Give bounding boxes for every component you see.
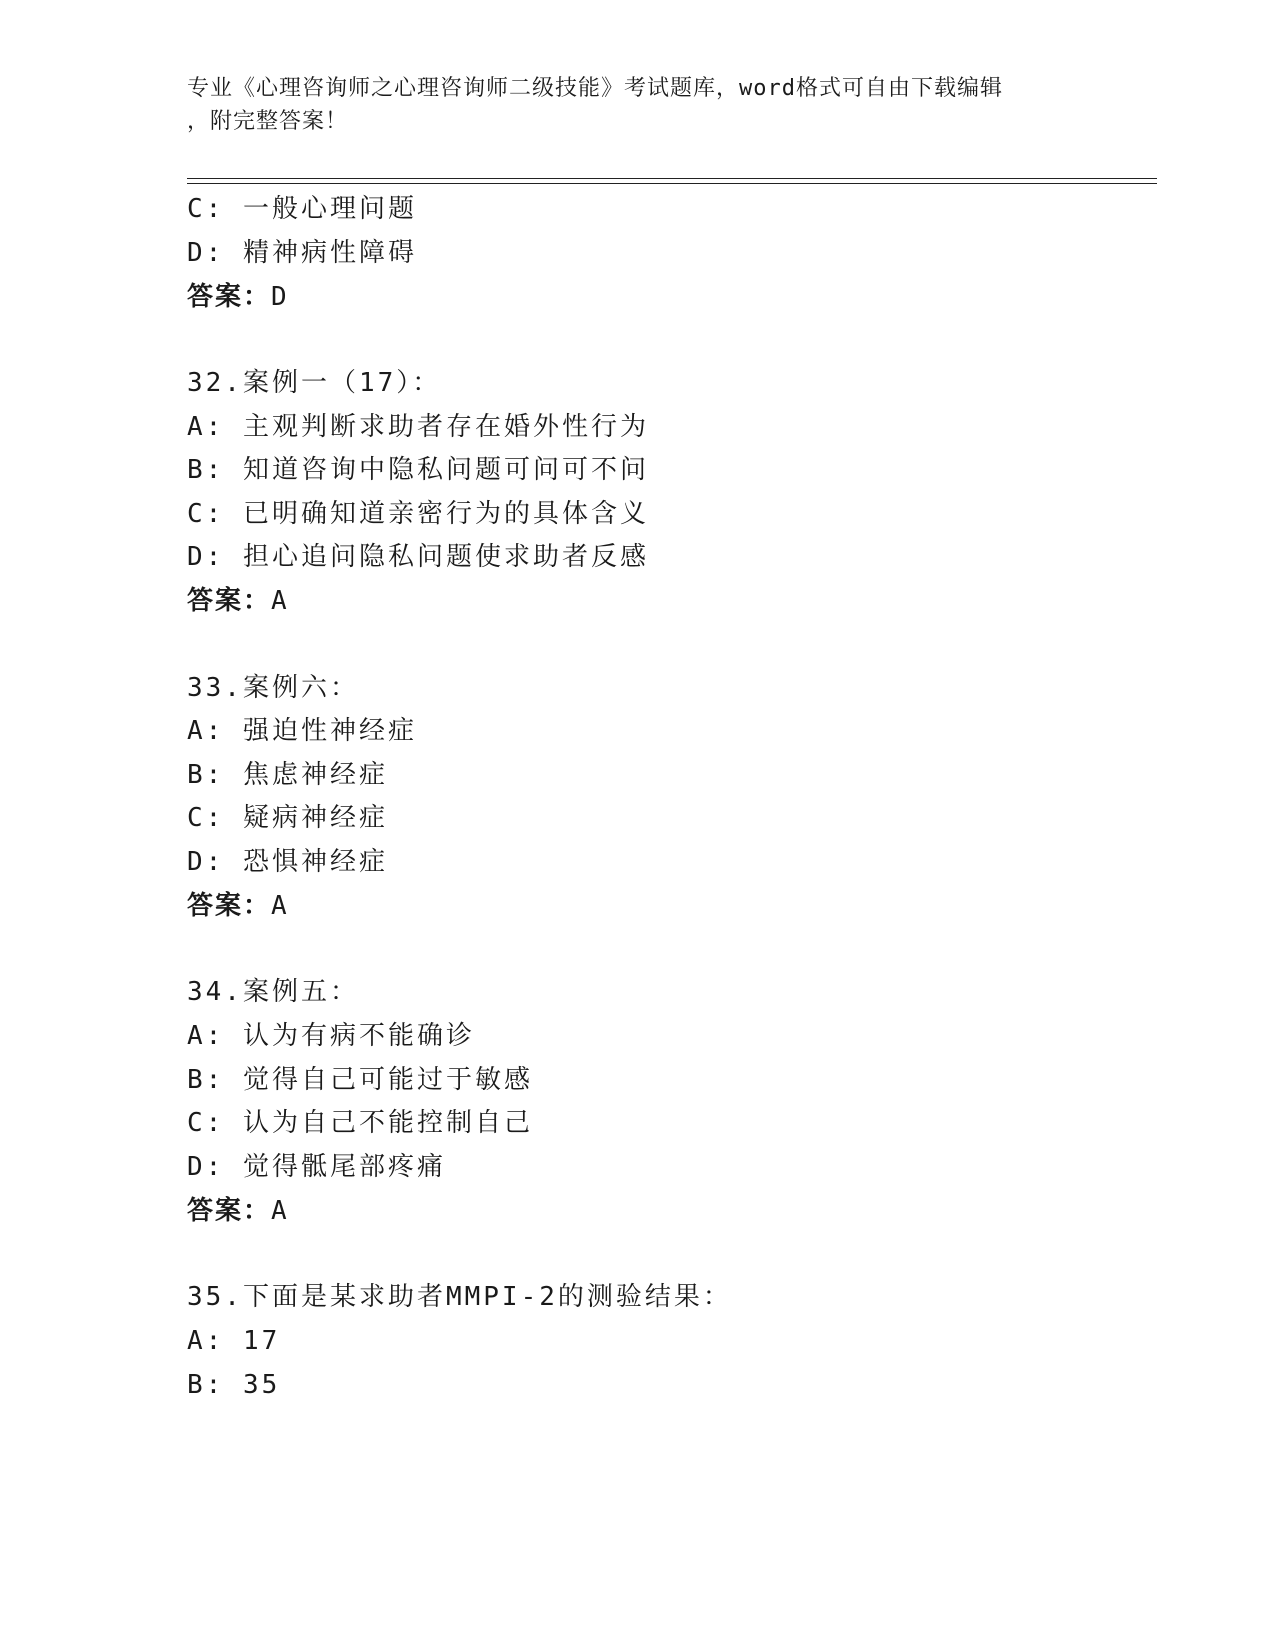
question-title: 35.下面是某求助者MMPI-2的测验结果： [187, 1282, 732, 1312]
question-option: B: 焦虑神经症 [187, 760, 388, 790]
answer-label: 答案： [187, 282, 272, 312]
answer-value: D [271, 282, 289, 312]
question-option: A: 强迫性神经症 [187, 716, 417, 746]
question-title: 33.案例六： [187, 673, 359, 703]
header-line-2: ，附完整答案！ [187, 109, 349, 134]
answer-value: A [271, 891, 289, 921]
answer-value: A [271, 586, 289, 616]
question-option: C: 认为自己不能控制自己 [187, 1108, 533, 1138]
question-option: D: 恐惧神经症 [187, 847, 388, 877]
answer-label: 答案： [187, 1196, 272, 1226]
question-option: B: 觉得自己可能过于敏感 [187, 1065, 533, 1095]
question-option: C: 疑病神经症 [187, 803, 388, 833]
header-divider-top [187, 178, 1157, 179]
question-option: A: 17 [187, 1326, 281, 1356]
question-option: A: 认为有病不能确诊 [187, 1021, 475, 1051]
header-line-1: 专业《心理咨询师之心理咨询师二级技能》考试题库，word格式可自由下载编辑 [187, 76, 1003, 101]
question-option: D: 担心追问隐私问题使求助者反感 [187, 542, 649, 572]
question-option: A: 主观判断求助者存在婚外性行为 [187, 412, 649, 442]
question-answer [187, 586, 289, 616]
question-answer [187, 1196, 289, 1226]
document-header [187, 72, 1087, 138]
question-option: B: 知道咨询中隐私问题可问可不问 [187, 455, 649, 485]
prev-question-option-c: C: 一般心理问题 [187, 194, 417, 224]
question-option: D: 觉得骶尾部疼痛 [187, 1152, 446, 1182]
question-answer [187, 891, 289, 921]
header-divider-bottom [187, 183, 1157, 184]
prev-question-option-d: D: 精神病性障碍 [187, 238, 417, 268]
answer-value: A [271, 1196, 289, 1226]
question-title: 32.案例一（17）： [187, 368, 442, 398]
question-option: B: 35 [187, 1370, 281, 1400]
answer-label: 答案： [187, 586, 272, 616]
answer-label: 答案： [187, 891, 272, 921]
question-option: C: 已明确知道亲密行为的具体含义 [187, 499, 649, 529]
prev-question-answer [187, 282, 289, 312]
question-title: 34.案例五： [187, 977, 359, 1007]
